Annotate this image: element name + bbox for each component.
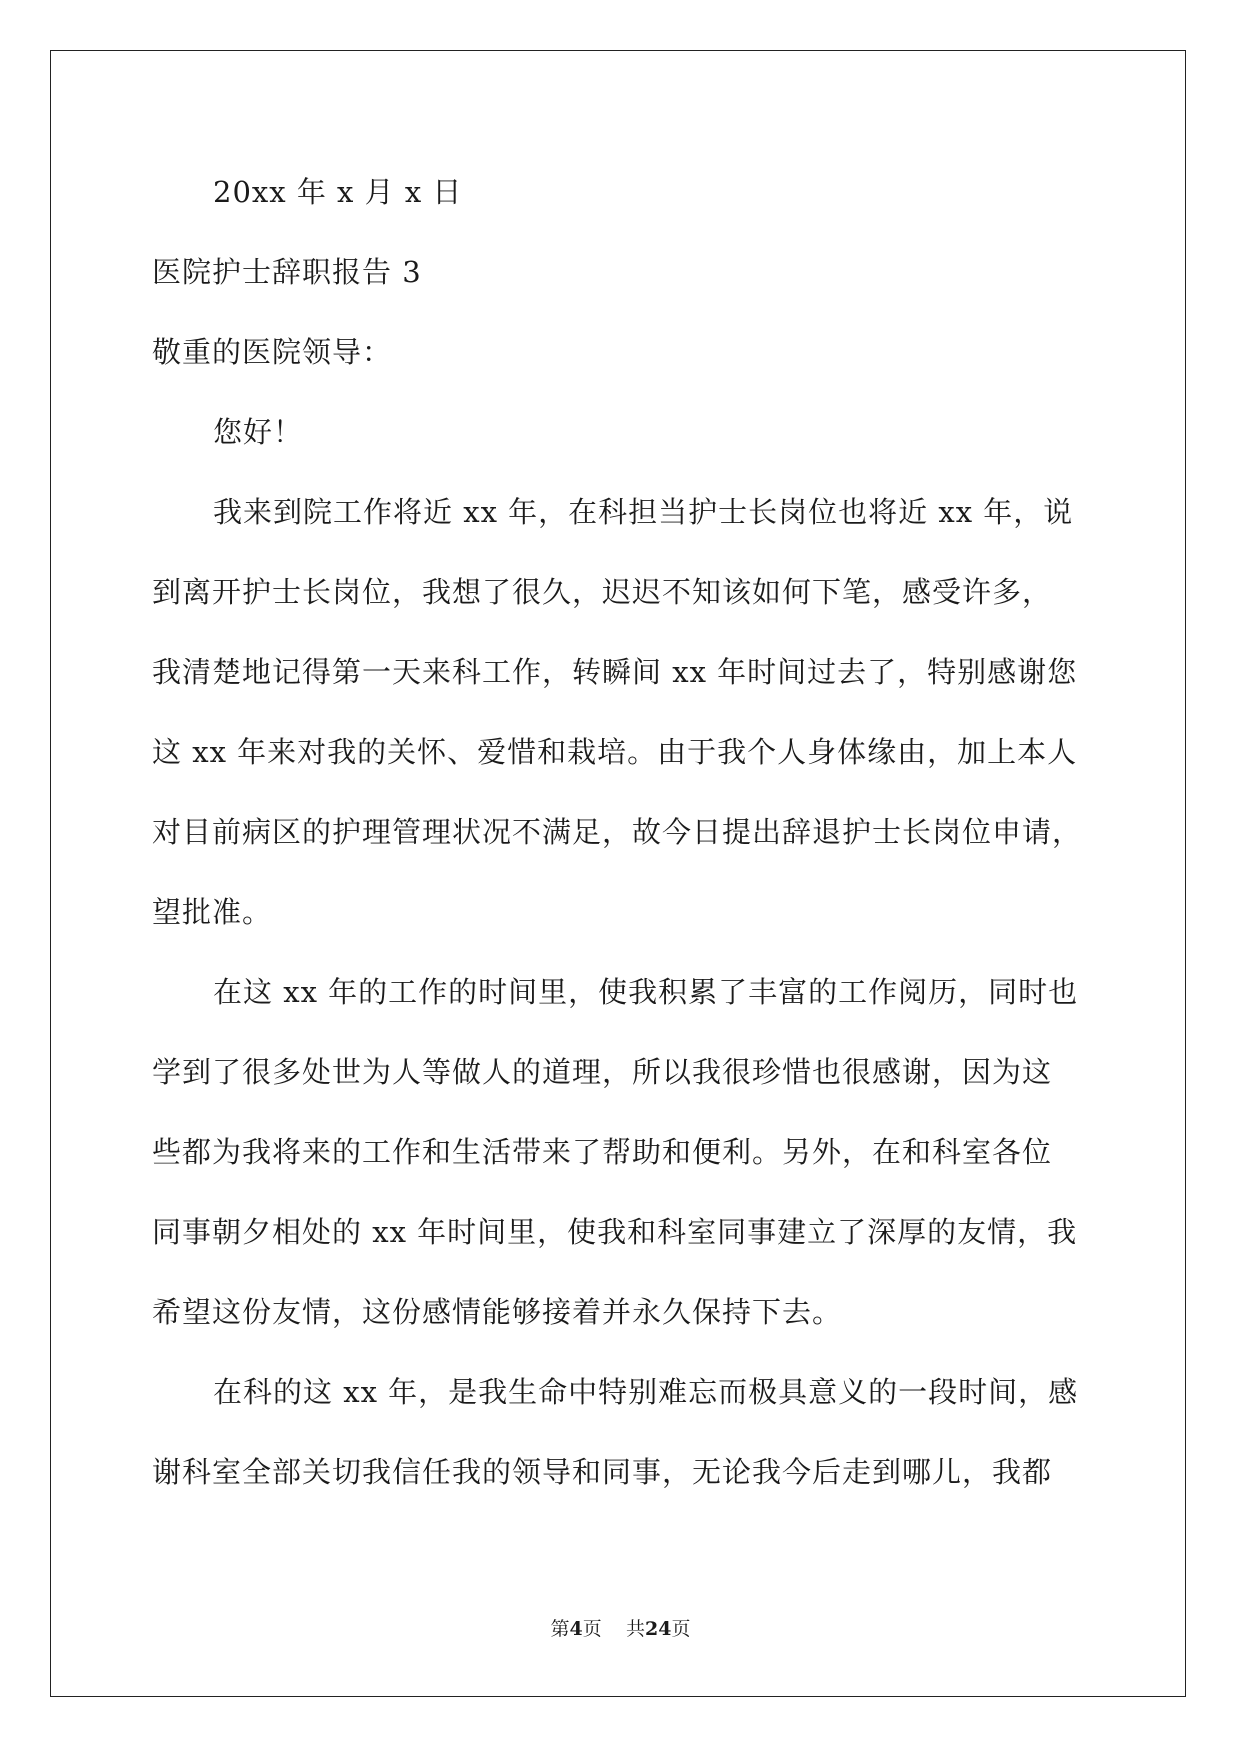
paragraph-2-line: 学到了很多处世为人等做人的道理，所以我很珍惜也很感谢，因为这: [152, 1055, 1053, 1089]
paragraph-2-line: 些都为我将来的工作和生活带来了帮助和便利。另外，在和科室各位: [152, 1135, 1053, 1169]
footer-prefix: 第: [550, 1618, 570, 1640]
paragraph-1-line: 这 xx 年来对我的关怀、爱惜和栽培。由于我个人身体缘由，加上本人: [152, 735, 1078, 769]
paragraph-1-line: 望批准。: [152, 895, 273, 929]
footer-total-prefix: 共: [625, 1618, 645, 1640]
paragraph-3-line: 在科的这 xx 年，是我生命中特别难忘而极具意义的一段时间，感: [213, 1375, 1079, 1409]
paragraph-1-line: 我清楚地记得第一天来科工作，转瞬间 xx 年时间过去了，特别感谢您: [152, 655, 1078, 689]
paragraph-3-line: 谢科室全部关切我信任我的领导和同事，无论我今后走到哪儿，我都: [152, 1455, 1053, 1489]
paragraph-2-line: 在这 xx 年的工作的时间里，使我积累了丰富的工作阅历，同时也: [213, 975, 1079, 1009]
salutation: 敬重的医院领导：: [152, 335, 393, 369]
page-footer: [0, 1617, 1241, 1641]
paragraph-1-line: 我来到院工作将近 xx 年，在科担当护士长岗位也将近 xx 年，说: [213, 495, 1074, 529]
paragraph-2-line: 希望这份友情，这份感情能够接着并永久保持下去。: [152, 1295, 843, 1329]
page-border: [50, 50, 1186, 1697]
footer-page-suffix: 页: [582, 1618, 602, 1640]
footer-page-number: 4: [569, 1618, 583, 1640]
date-line: 20xx 年 x 月 x 日: [213, 175, 463, 209]
paragraph-1-line: 对目前病区的护理管理状况不满足，故今日提出辞退护士长岗位申请，: [152, 815, 1083, 849]
paragraph-1-line: 到离开护士长岗位，我想了很久，迟迟不知该如何下笔，感受许多，: [152, 575, 1053, 609]
greeting: 您好！: [213, 415, 304, 449]
footer-total-suffix: 页: [671, 1618, 691, 1640]
footer-total-pages: 24: [644, 1618, 672, 1640]
paragraph-2-line: 同事朝夕相处的 xx 年时间里，使我和科室同事建立了深厚的友情，我: [152, 1215, 1078, 1249]
document-title: 医院护士辞职报告 3: [152, 255, 422, 289]
